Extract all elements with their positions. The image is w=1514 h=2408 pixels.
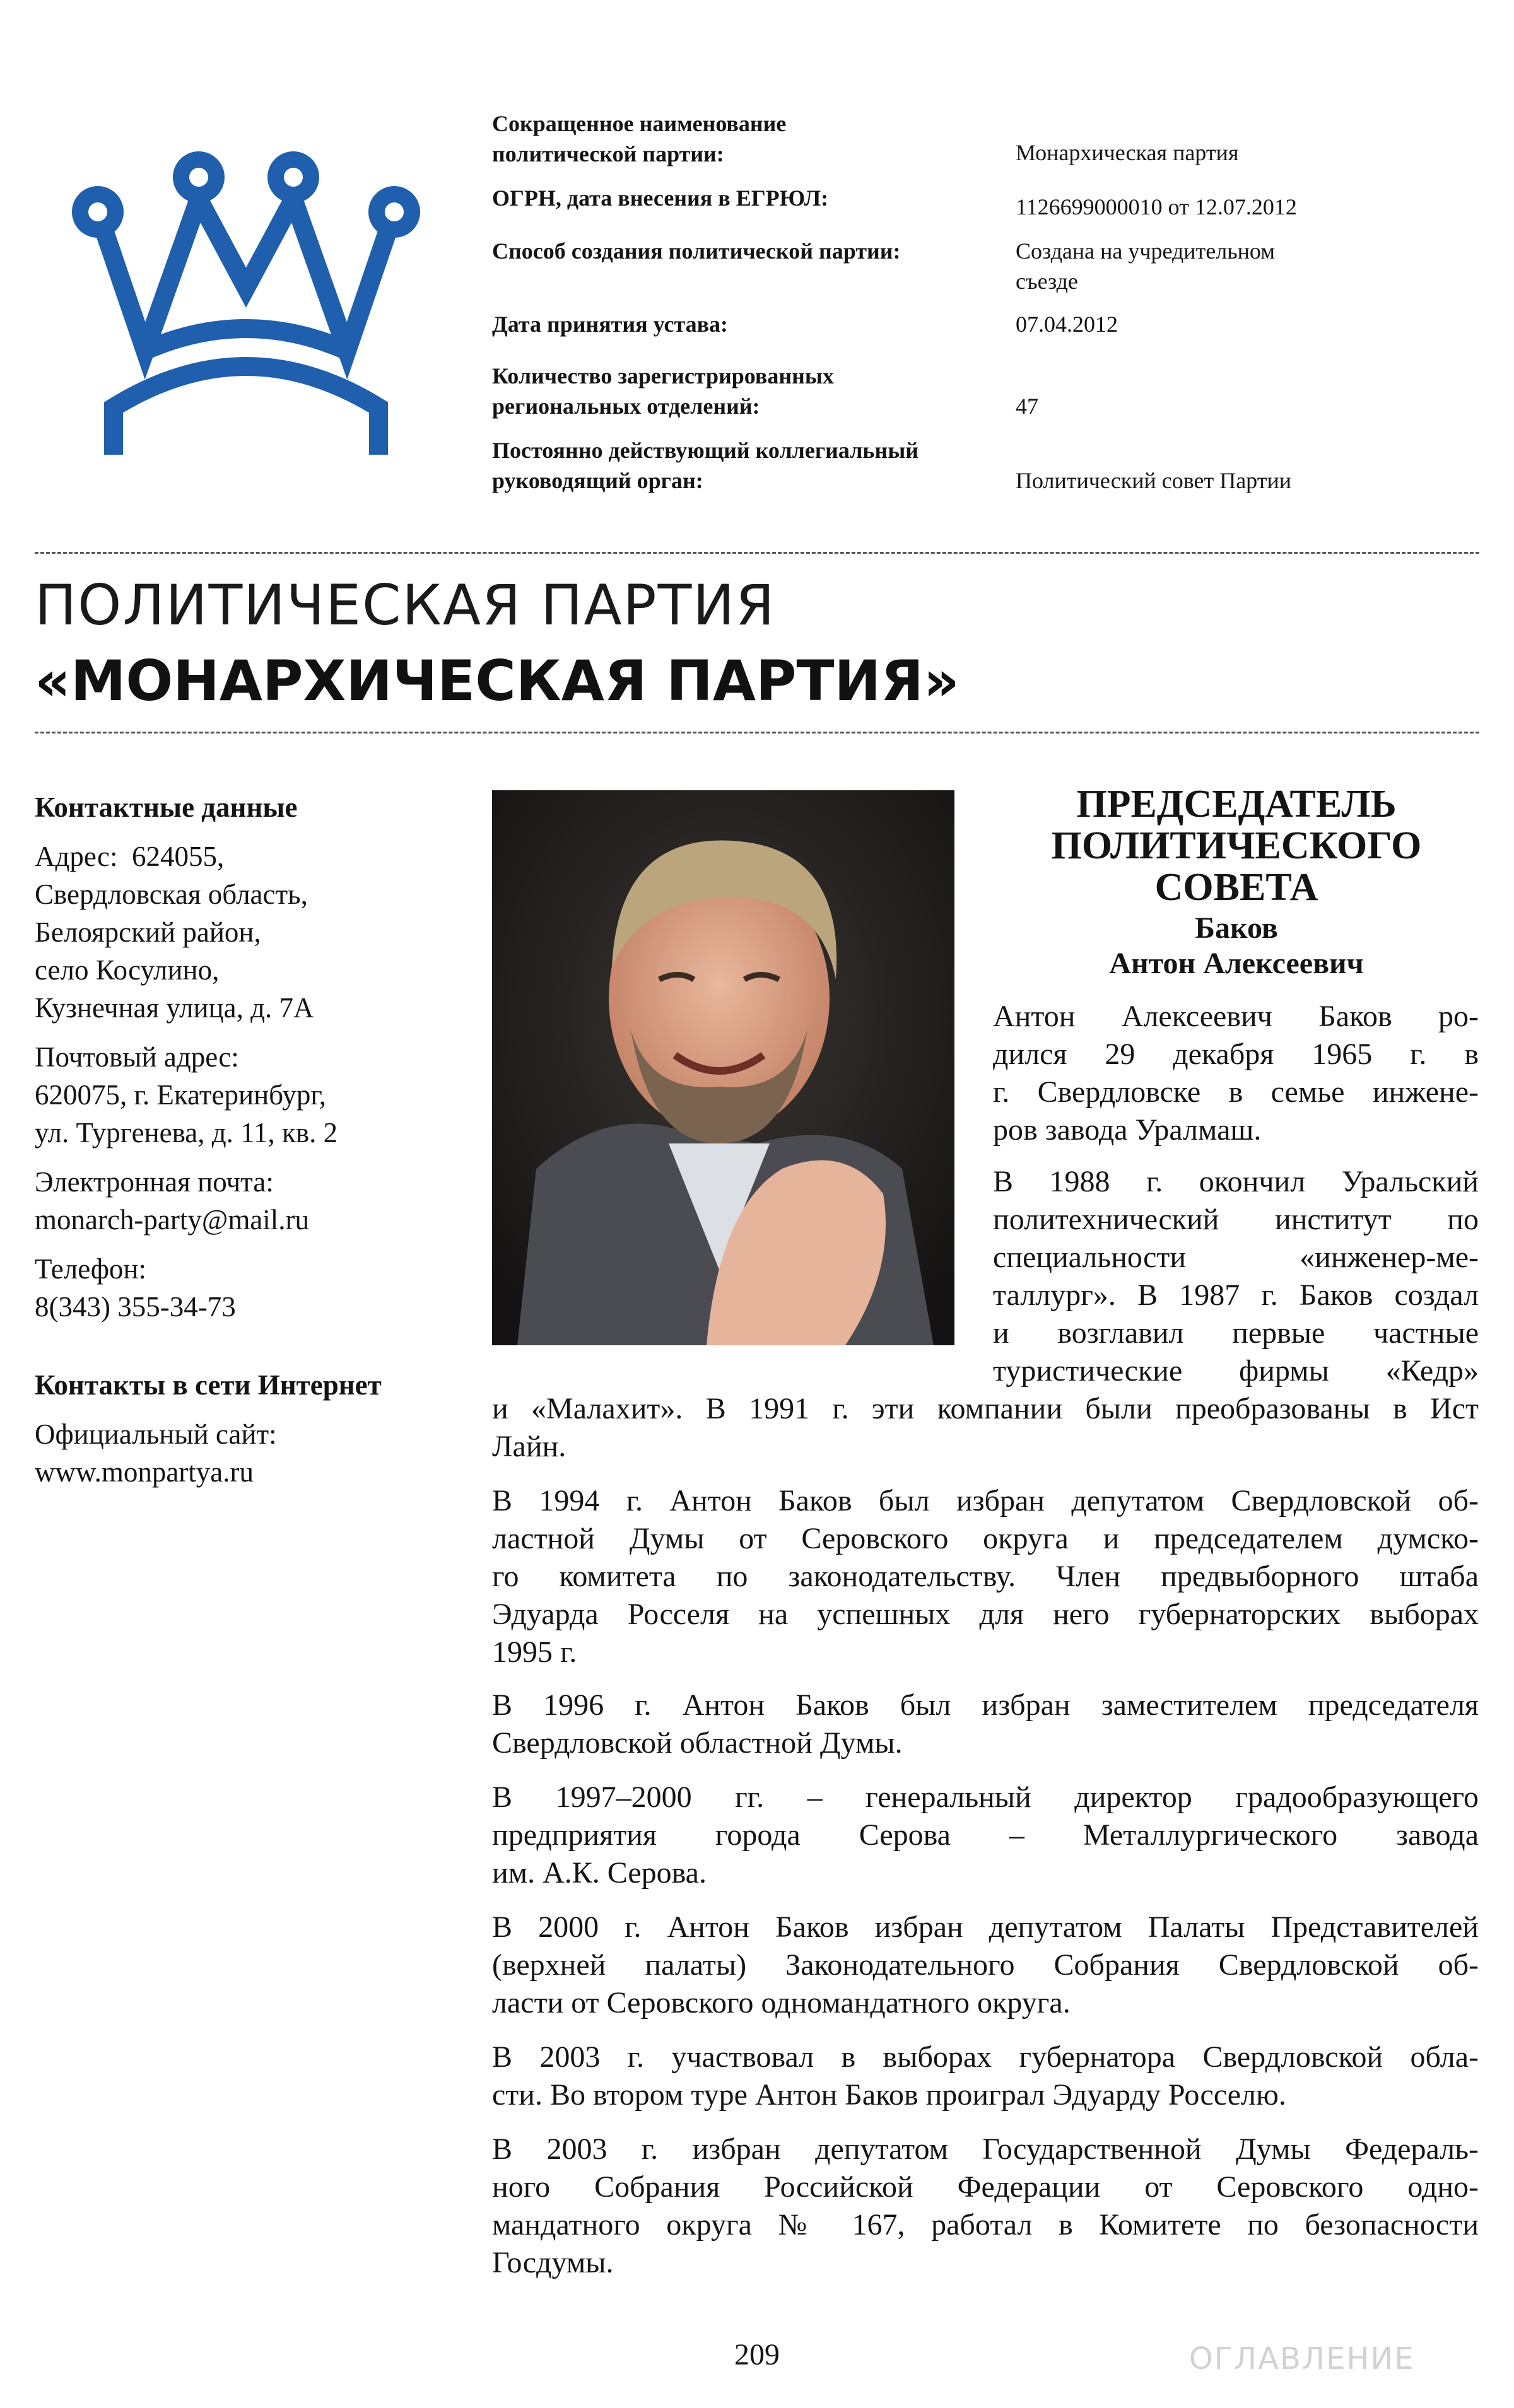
info-value: Создана на учредительном съезде	[1016, 238, 1276, 294]
email-label: Электронная почта:	[35, 1166, 274, 1198]
bio-line: специальности «инженер-ме-	[993, 1241, 1479, 1274]
bio-line: и возглавил первые частные	[993, 1316, 1479, 1350]
bio-paragraph	[492, 1482, 1479, 1671]
bio-line: Эдуарда Росселя на успешных для него губернаторских выборах	[492, 1598, 1479, 1631]
bio-line: Лайн.	[492, 1430, 566, 1463]
crown-icon	[69, 143, 423, 464]
phone-label: Телефон:	[35, 1253, 146, 1285]
bio-line: таллург». В 1987 г. Баков создал	[993, 1278, 1479, 1312]
address-block	[35, 838, 476, 1027]
bio-line: ров завода Уралмаш.	[993, 1113, 1262, 1147]
bio-paragraph	[993, 1163, 1479, 1390]
info-label: Постоянно действующий коллегиальный руководящий орган:	[492, 438, 919, 493]
postal-line: ул. Тургенева, д. 11, кв. 2	[35, 1117, 338, 1148]
internet-heading: Контакты в сети Интернет	[35, 1369, 382, 1401]
info-row-ogrn	[492, 183, 1438, 221]
phone-value: 8(343) 355-34-73	[35, 1291, 236, 1323]
chairman-title-line: ПРЕДСЕДАТЕЛЬ	[1076, 783, 1397, 826]
page-number: 209	[734, 2338, 780, 2371]
bio-paragraph	[492, 1686, 1479, 1762]
bio-paragraph	[492, 2130, 1479, 2282]
bio-line: В 2000 г. Антон Баков избран депутатом Палаты Представителей	[492, 1910, 1479, 1944]
bio-paragraph	[492, 1390, 1479, 1466]
address-line: Адрес: 624055,	[35, 841, 225, 872]
bio-line: ласти от Серовского одномандатного округа.	[492, 1986, 1071, 2019]
info-row-regional-branches	[492, 361, 1438, 424]
party-type-heading: ПОЛИТИЧЕСКАЯ ПАРТИЯ	[35, 573, 776, 638]
info-value: 1126699000010 от 12.07.2012	[1016, 194, 1297, 219]
info-value: 07.04.2012	[1016, 312, 1118, 337]
postal-line: 620075, г. Екатеринбург,	[35, 1079, 326, 1111]
info-row-governing-body	[492, 435, 1438, 498]
info-row-short-name	[492, 108, 1438, 172]
info-label: ОГРН, дата внесения в ЕГРЮЛ:	[492, 185, 829, 211]
portrait-photo	[492, 790, 954, 1345]
bio-line: Госдумы.	[492, 2246, 614, 2279]
address-line: село Косулино,	[35, 954, 220, 986]
bio-line: Свердловской областной Думы.	[492, 1726, 903, 1760]
site-label: Официальный сайт:	[35, 1418, 277, 1450]
bio-line: В 2003 г. избран депутатом Государственной Думы Федераль-	[492, 2132, 1479, 2166]
bio-line: В 1988 г. окончил Уральский	[993, 1165, 1479, 1198]
chairman-title	[990, 783, 1482, 908]
chairman-title-line: ПОЛИТИЧЕСКОГО	[1051, 824, 1422, 867]
bio-line: (верхней палаты) Законодательного Собрания Свердловской об-	[492, 1948, 1479, 1982]
info-label: Количество зарегистрированных региональных отделений:	[492, 363, 834, 419]
bio-line: им. А.К. Серова.	[492, 1856, 707, 1890]
bio-line: В 1994 г. Антон Баков был избран депутатом Свердловской об-	[492, 1484, 1479, 1517]
bio-line: политехнический институт по	[993, 1203, 1479, 1236]
bio-line: и «Малахит». В 1991 г. эти компании были преобразованы в Ист	[492, 1392, 1479, 1425]
bio-paragraph	[492, 2038, 1479, 2114]
info-value: Политический совет Партии	[1016, 468, 1291, 493]
bio-paragraph	[993, 998, 1479, 1149]
bio-line: В 2003 г. участвовал в выборах губернатора Свердловской обла-	[492, 2040, 1479, 2074]
address-line: Белоярский район,	[35, 916, 261, 948]
info-row-charter-date	[492, 309, 1438, 347]
bio-line: мандатного округа № 167, работал в Комитете по безопасности	[492, 2208, 1479, 2241]
bio-line: сти. Во втором туре Антон Баков проиграл Эдуарду Росселю.	[492, 2078, 1286, 2112]
contacts-heading: Контактные данные	[35, 792, 298, 823]
info-value: 47	[1016, 394, 1038, 419]
party-name-heading: «МОНАРХИЧЕСКАЯ ПАРТИЯ»	[35, 648, 959, 713]
info-row-creation-method	[492, 236, 1438, 299]
bio-line: туристические фирмы «Кедр»	[993, 1354, 1479, 1388]
bio-line: предприятия города Серова – Металлургического завода	[492, 1818, 1479, 1852]
info-label: Сокращенное наименование политической партии:	[492, 111, 787, 167]
site-block	[35, 1415, 476, 1491]
dashed-divider	[35, 732, 1479, 734]
bio-line: В 1997–2000 гг. – генеральный директор градообразующего	[492, 1780, 1479, 1814]
chairman-given-names: Антон Алексеевич	[1109, 947, 1364, 980]
address-line: Кузнечная улица, д. 7А	[35, 992, 314, 1024]
email-link[interactable]: monarch-party@mail.ru	[35, 1204, 310, 1236]
chairman-surname: Баков	[1195, 911, 1278, 945]
contents-link[interactable]: ОГЛАВЛЕНИЕ	[1189, 2341, 1415, 2376]
chairman-title-line: СОВЕТА	[1154, 866, 1318, 909]
bio-line: В 1996 г. Антон Баков был избран заместителем председателя	[492, 1688, 1479, 1722]
site-link[interactable]: www.monpartya.ru	[35, 1456, 254, 1488]
bio-line: ного Собрания Российской Федерации от Серовского одно-	[492, 2170, 1479, 2204]
bio-line: г. Свердловске в семье инжене-	[993, 1075, 1479, 1109]
dashed-divider	[35, 552, 1479, 554]
postal-block	[35, 1038, 476, 1152]
bio-line: дился 29 декабря 1965 г. в	[993, 1037, 1479, 1071]
contacts-column	[35, 788, 476, 1491]
info-value: Монархическая партия	[1016, 140, 1239, 165]
info-label: Способ создания политической партии:	[492, 238, 901, 264]
address-line: Свердловская область,	[35, 879, 308, 910]
info-label: Дата принятия устава:	[492, 312, 729, 337]
chairman-name	[990, 911, 1482, 981]
bio-line: 1995 г.	[492, 1635, 577, 1669]
bio-paragraph	[492, 1908, 1479, 2022]
phone-block	[35, 1250, 476, 1326]
bio-line: Антон Алексеевич Баков ро-	[993, 1000, 1479, 1033]
bio-line: го комитета по законодательству. Член предвыборного штаба	[492, 1560, 1479, 1593]
bio-paragraph	[492, 1779, 1479, 1892]
postal-label: Почтовый адрес:	[35, 1041, 239, 1073]
email-block	[35, 1163, 476, 1239]
bio-line: ластной Думы от Серовского округа и председателем думско-	[492, 1522, 1479, 1555]
